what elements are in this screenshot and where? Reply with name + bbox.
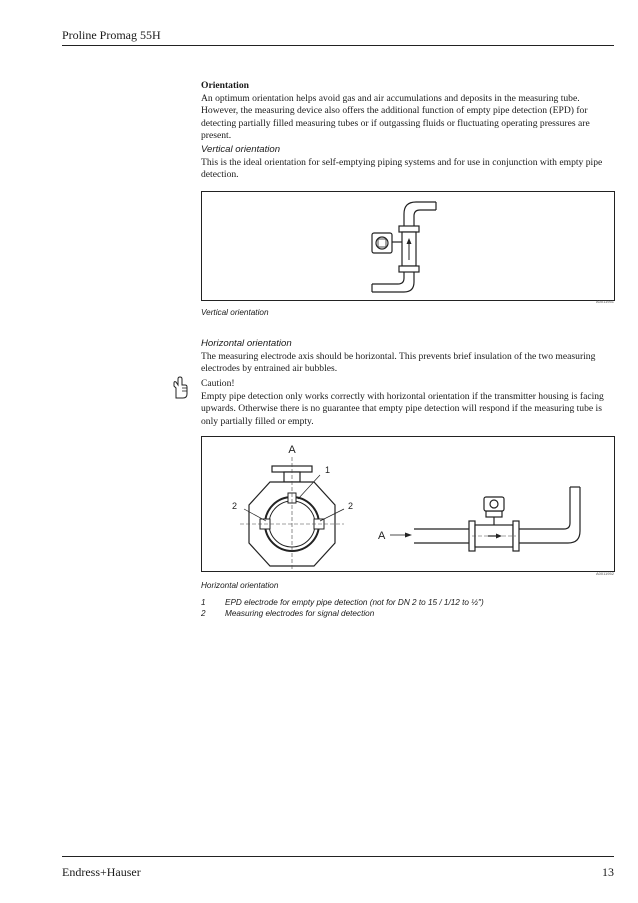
orientation-heading: Orientation xyxy=(201,80,249,91)
callout-2-left: 2 xyxy=(232,501,238,511)
legend-row xyxy=(201,597,615,608)
legend-text: EPD electrode for empty pipe detection (not for DN 2 to 15 / 1/12 to ½") xyxy=(225,598,484,607)
horizontal-caption: Horizontal orientation xyxy=(201,581,279,590)
horizontal-body: The measuring electrode axis should be horizontal. This prevents brief insulation of the two measuring electrodes by entrained air bubbles. xyxy=(201,350,596,375)
caution-title: Caution! xyxy=(201,378,235,389)
horizontal-figure xyxy=(201,436,615,572)
callout-1: 1 xyxy=(325,465,331,475)
vertical-caption: Vertical orientation xyxy=(201,308,269,317)
vertical-figure-code: A0011951 xyxy=(596,299,614,304)
orientation-body: An optimum orientation helps avoid gas and air accumulations and deposits in the measuring tube. However, the measuring device also offers the additional function of empty pipe detection (EPD) for detecting partially filled measuring tubes or if outgassing fluids or fluctuating operating pressures are present. xyxy=(201,92,590,142)
vertical-orientation-diagram xyxy=(202,192,614,300)
vertical-section xyxy=(201,144,615,182)
header-rule xyxy=(62,45,614,46)
page-header-title: Proline Promag 55H xyxy=(62,28,161,42)
orientation-section xyxy=(201,80,615,143)
horizontal-section xyxy=(201,338,615,376)
vertical-figure xyxy=(201,191,615,301)
legend-number: 1 xyxy=(201,598,206,607)
label-a-top: A xyxy=(288,444,296,456)
legend-text: Measuring electrodes for signal detection xyxy=(225,609,375,618)
legend-number: 2 xyxy=(201,609,206,618)
footer-company: Endress+Hauser xyxy=(62,865,141,879)
label-a-side: A xyxy=(378,530,386,542)
vertical-body: This is the ideal orientation for self-emptying piping systems and for use in conjunction with empty pipe detection. xyxy=(201,156,603,181)
caution-block xyxy=(201,378,615,428)
figure-legend xyxy=(201,597,615,619)
horizontal-heading: Horizontal orientation xyxy=(201,338,292,349)
callout-2-right: 2 xyxy=(348,501,354,511)
legend-row xyxy=(201,608,615,619)
horizontal-figure-code: A0011952 xyxy=(596,571,614,576)
caution-body: Empty pipe detection only works correctly with horizontal orientation if the transmitter housing is facing upwards. Otherwise there is no guarantee that empty pipe detection will respond if the measuring tube is only partially filled or empty. xyxy=(201,390,604,427)
pointing-hand-icon xyxy=(170,376,192,400)
horizontal-orientation-diagram xyxy=(202,437,614,571)
footer-rule xyxy=(62,856,614,857)
vertical-heading: Vertical orientation xyxy=(201,144,281,155)
page-number: 13 xyxy=(602,865,614,879)
